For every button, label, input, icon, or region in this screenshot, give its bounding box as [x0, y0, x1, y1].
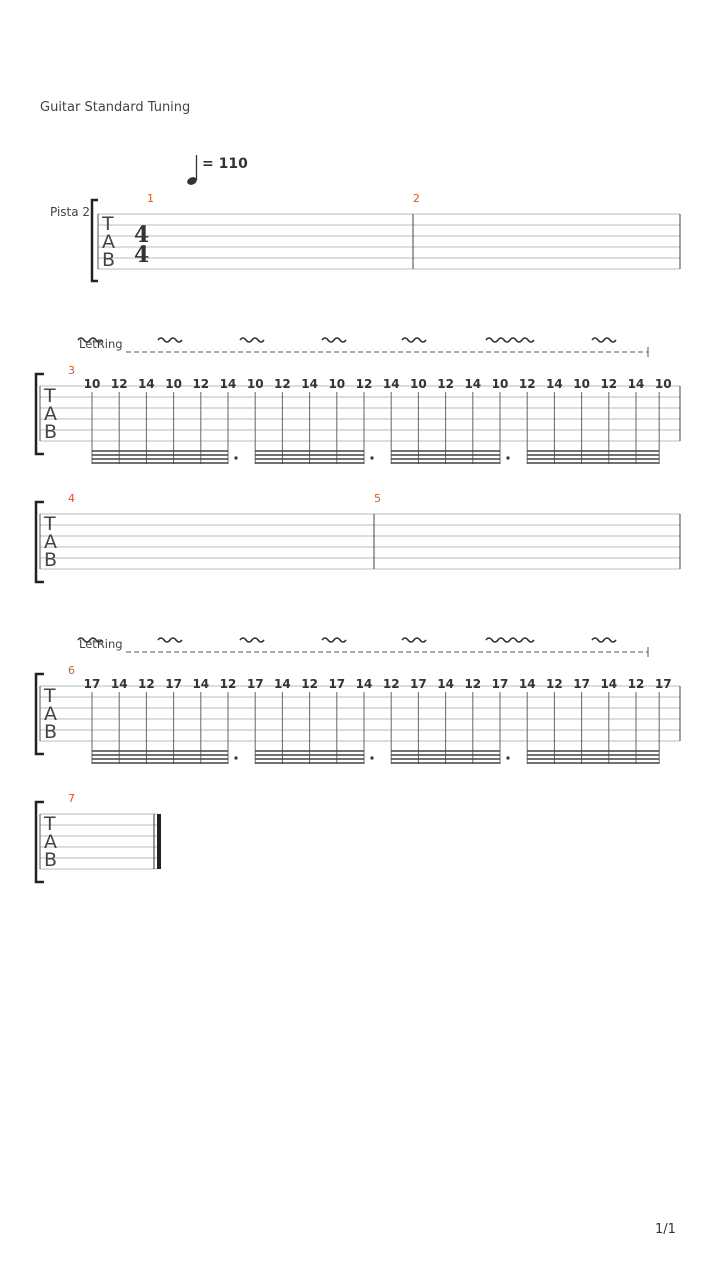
fret-number: 10	[83, 377, 101, 391]
fret-number: 10	[491, 377, 509, 391]
tab-clef-b: B	[44, 421, 58, 443]
bar-number: 2	[413, 192, 420, 205]
tab-clef-a: A	[44, 703, 57, 725]
fret-number: 14	[437, 677, 454, 691]
note-group	[84, 677, 672, 764]
let-ring-line	[78, 638, 648, 657]
tab-clef-a: A	[44, 403, 57, 425]
staff-lines	[98, 214, 680, 269]
let-ring-label: LetRing	[79, 637, 123, 651]
bar-number: 6	[68, 664, 75, 677]
fret-number: 12	[138, 677, 155, 691]
tab-system-5	[0, 790, 720, 890]
tab-clef-t: T	[44, 513, 56, 535]
fret-number: 14	[110, 677, 128, 691]
fret-number: 12	[600, 377, 618, 391]
fret-number: 14	[274, 677, 291, 691]
fret-number: 12	[518, 377, 536, 391]
tab-clef-t: T	[44, 385, 56, 407]
fret-number: 10	[654, 377, 672, 391]
fret-number: 17	[654, 677, 672, 691]
fret-number: 12	[274, 377, 291, 391]
staff-lines	[40, 514, 680, 569]
vibrato-mark	[158, 638, 182, 642]
fret-number: 14	[192, 677, 210, 691]
vibrato-mark	[402, 338, 426, 342]
tab-clef-a: A	[102, 231, 115, 253]
fret-number: 12	[110, 377, 128, 391]
fret-number: 12	[464, 677, 482, 691]
track-name: Pista 2	[50, 205, 91, 219]
fret-number: 14	[138, 377, 155, 391]
let-ring-line	[78, 338, 648, 357]
fret-number: 17	[165, 677, 182, 691]
bar-number: 4	[68, 492, 75, 505]
vibrato-mark	[240, 338, 264, 342]
fret-number: 14	[627, 377, 645, 391]
fret-number: 12	[546, 677, 563, 691]
fret-number: 10	[573, 377, 590, 391]
staff-lines	[40, 814, 158, 869]
tab-clef-b: B	[44, 849, 58, 871]
vibrato-mark	[240, 638, 264, 642]
fret-number: 17	[491, 677, 509, 691]
fret-number: 12	[355, 377, 373, 391]
fret-number: 14	[600, 677, 618, 691]
fret-number: 14	[355, 677, 373, 691]
fret-number: 10	[246, 377, 264, 391]
fret-number: 17	[328, 677, 346, 691]
vibrato-mark	[322, 338, 346, 342]
note-group	[84, 377, 672, 464]
tab-clef-a: A	[44, 831, 57, 853]
dot	[370, 456, 373, 459]
fret-number: 17	[83, 677, 101, 691]
tab-clef-b: B	[44, 721, 58, 743]
tab-clef-t: T	[102, 213, 114, 235]
vibrato-mark	[402, 638, 426, 642]
tab-system-4	[0, 630, 720, 770]
tempo-value: = 110	[202, 156, 248, 172]
fret-number: 14	[382, 377, 400, 391]
dot	[234, 756, 237, 759]
tab-clef-t: T	[44, 685, 56, 707]
dot	[506, 756, 509, 759]
tab-system-1	[0, 190, 720, 290]
dot	[370, 756, 373, 759]
let-ring-label: LetRing	[79, 337, 123, 351]
fret-number: 12	[382, 677, 400, 691]
fret-number: 14	[301, 377, 318, 391]
vibrato-mark	[592, 638, 616, 642]
bar-number: 1	[147, 192, 154, 205]
staff-lines	[40, 386, 680, 441]
fret-number: 14	[546, 377, 563, 391]
time-signature-bottom: 4	[134, 242, 150, 268]
final-barline	[157, 814, 161, 869]
bar-number: 5	[374, 492, 381, 505]
staff-lines	[40, 686, 680, 741]
page-number: 1/1	[655, 1222, 676, 1237]
tab-system-3	[0, 490, 720, 590]
fret-number: 12	[219, 677, 237, 691]
fret-number: 12	[301, 677, 318, 691]
tab-clef-t: T	[44, 813, 56, 835]
bar-number: 3	[68, 364, 75, 377]
vibrato-mark	[486, 338, 534, 342]
fret-number: 17	[410, 677, 427, 691]
fret-number: 17	[246, 677, 264, 691]
fret-number: 10	[410, 377, 427, 391]
fret-number: 12	[192, 377, 210, 391]
dot	[506, 456, 509, 459]
vibrato-mark	[592, 338, 616, 342]
tab-clef-b: B	[102, 249, 116, 271]
fret-number: 10	[328, 377, 346, 391]
vibrato-mark	[322, 638, 346, 642]
fret-number: 14	[518, 677, 536, 691]
tab-system-2	[0, 330, 720, 470]
bar-number: 7	[68, 792, 75, 805]
vibrato-mark	[486, 638, 534, 642]
vibrato-mark	[158, 338, 182, 342]
fret-number: 14	[464, 377, 482, 391]
fret-number: 14	[219, 377, 237, 391]
fret-number: 10	[165, 377, 182, 391]
tab-clef-b: B	[44, 549, 58, 571]
fret-number: 12	[627, 677, 645, 691]
tuning-label: Guitar Standard Tuning	[40, 100, 191, 115]
dot	[234, 456, 237, 459]
fret-number: 12	[437, 377, 454, 391]
fret-number: 17	[573, 677, 590, 691]
tab-clef-a: A	[44, 531, 57, 553]
time-signature-top: 4	[134, 222, 150, 248]
